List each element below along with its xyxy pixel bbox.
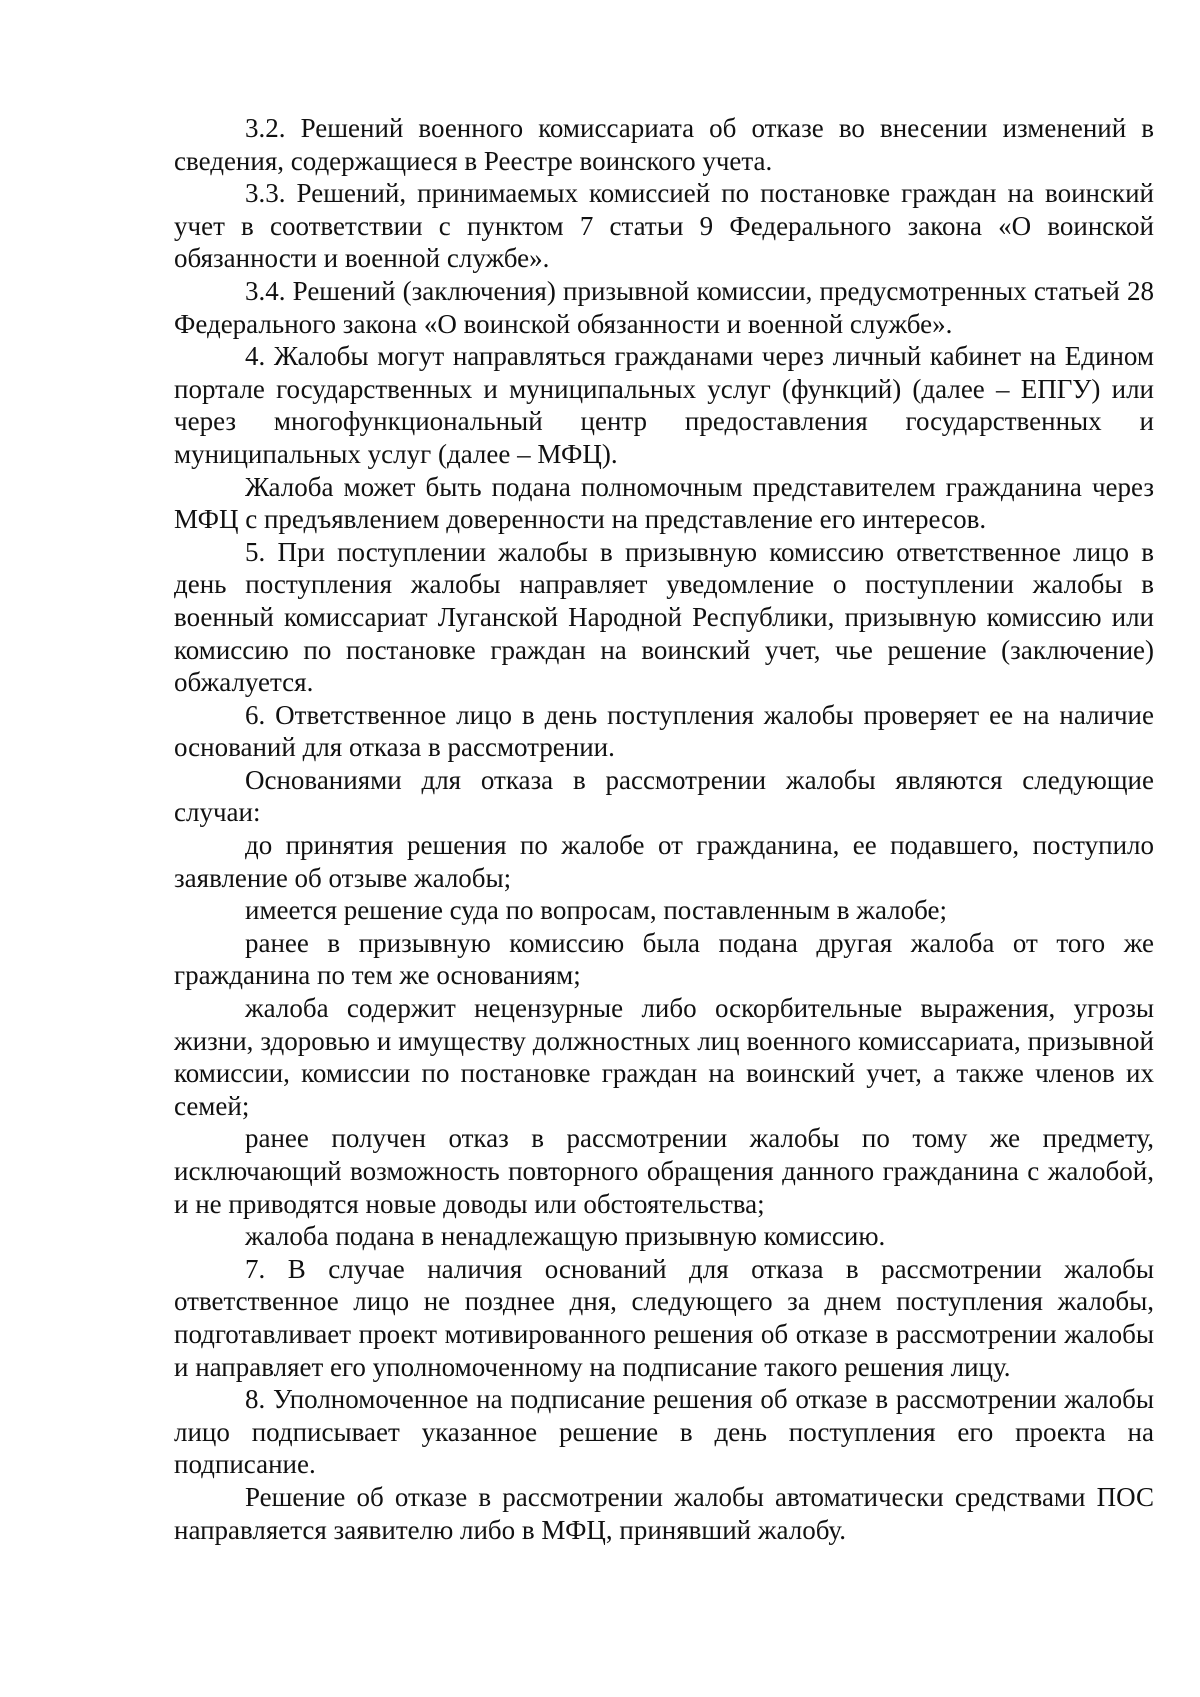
paragraph-4: 4. Жалобы могут направляться гражданами через личный кабинет на Едином портале государственных и муниципальных услуг (функций) (далее – ЕПГУ) или через многофункциональный центр предоставления государственных и муниципальных услуг (далее – МФЦ). <box>174 341 1154 469</box>
paragraph-6-ground-court: имеется решение суда по вопросам, поставленным в жалобе; <box>245 895 947 926</box>
paragraph-3-2: 3.2. Решений военного комиссариата об отказе во внесении изменений в сведения, содержащиеся в Реестре воинского учета. <box>174 113 1154 176</box>
paragraph-6-ground-offensive: жалоба содержит нецензурные либо оскорбительные выражения, угрозы жизни, здоровью и имуществу должностных лиц военного комиссариата, призывной комиссии, комиссии по постановке граждан на воинский учет, а также членов их семей; <box>174 993 1154 1121</box>
paragraph-6-ground-duplicate: ранее в призывную комиссию была подана другая жалоба от того же гражданина по тем же основаниям; <box>174 927 1154 991</box>
paragraph-6-ground-wrong-commission: жалоба подана в ненадлежащую призывную комиссию. <box>245 1221 886 1252</box>
paragraph-5: 5. При поступлении жалобы в призывную комиссию ответственное лицо в день поступления жалобы направляет уведомление о поступлении жалобы в военный комиссариат Луганской Народной Республики, призывную комиссию или комиссию по постановке граждан на воинский учет, чье решение (заключение) обжалуется. <box>174 536 1154 698</box>
paragraph-8: 8. Уполномоченное на подписание решения об отказе в рассмотрении жалобы лицо подписывает указанное решение в день поступления его проекта на подписание. <box>174 1384 1154 1480</box>
paragraph-6: 6. Ответственное лицо в день поступления жалобы проверяет ее на наличие оснований для отказа в рассмотрении. <box>174 699 1154 763</box>
paragraph-6-grounds-intro: Основаниями для отказа в рассмотрении жалобы являются следующие случаи: <box>174 764 1154 828</box>
paragraph-6-ground-withdrawal: до принятия решения по жалобе от гражданина, ее подавшего, поступило заявление об отзыве жалобы; <box>174 830 1154 893</box>
document-body <box>174 112 1154 1546</box>
paragraph-4-representative: Жалоба может быть подана полномочным представителем гражданина через МФЦ с предъявлением доверенности на представление его интересов. <box>174 471 1154 535</box>
paragraph-7: 7. В случае наличия оснований для отказа в рассмотрении жалобы ответственное лицо не позднее дня, следующего за днем поступления жалобы, подготавливает проект мотивированного решения об отказе в рассмотрении жалобы и направляет его уполномоченному на подписание такого решения лицу. <box>174 1253 1154 1382</box>
paragraph-3-3: 3.3. Решений, принимаемых комиссией по постановке граждан на воинский учет в соответствии с пунктом 7 статьи 9 Федерального закона «О воинской обязанности и военной службе». <box>174 178 1154 274</box>
paragraph-3-4: 3.4. Решений (заключения) призывной комиссии, предусмотренных статьей 28 Федерального закона «О воинской обязанности и военной службе». <box>174 275 1154 339</box>
paragraph-6-ground-prior-refusal: ранее получен отказ в рассмотрении жалобы по тому же предмету, исключающий возможность повторного обращения данного гражданина с жалобой, и не приводятся новые доводы или обстоятельства; <box>174 1123 1154 1219</box>
paragraph-8-delivery: Решение об отказе в рассмотрении жалобы автоматически средствами ПОС направляется заявителю либо в МФЦ, принявший жалобу. <box>174 1481 1154 1545</box>
